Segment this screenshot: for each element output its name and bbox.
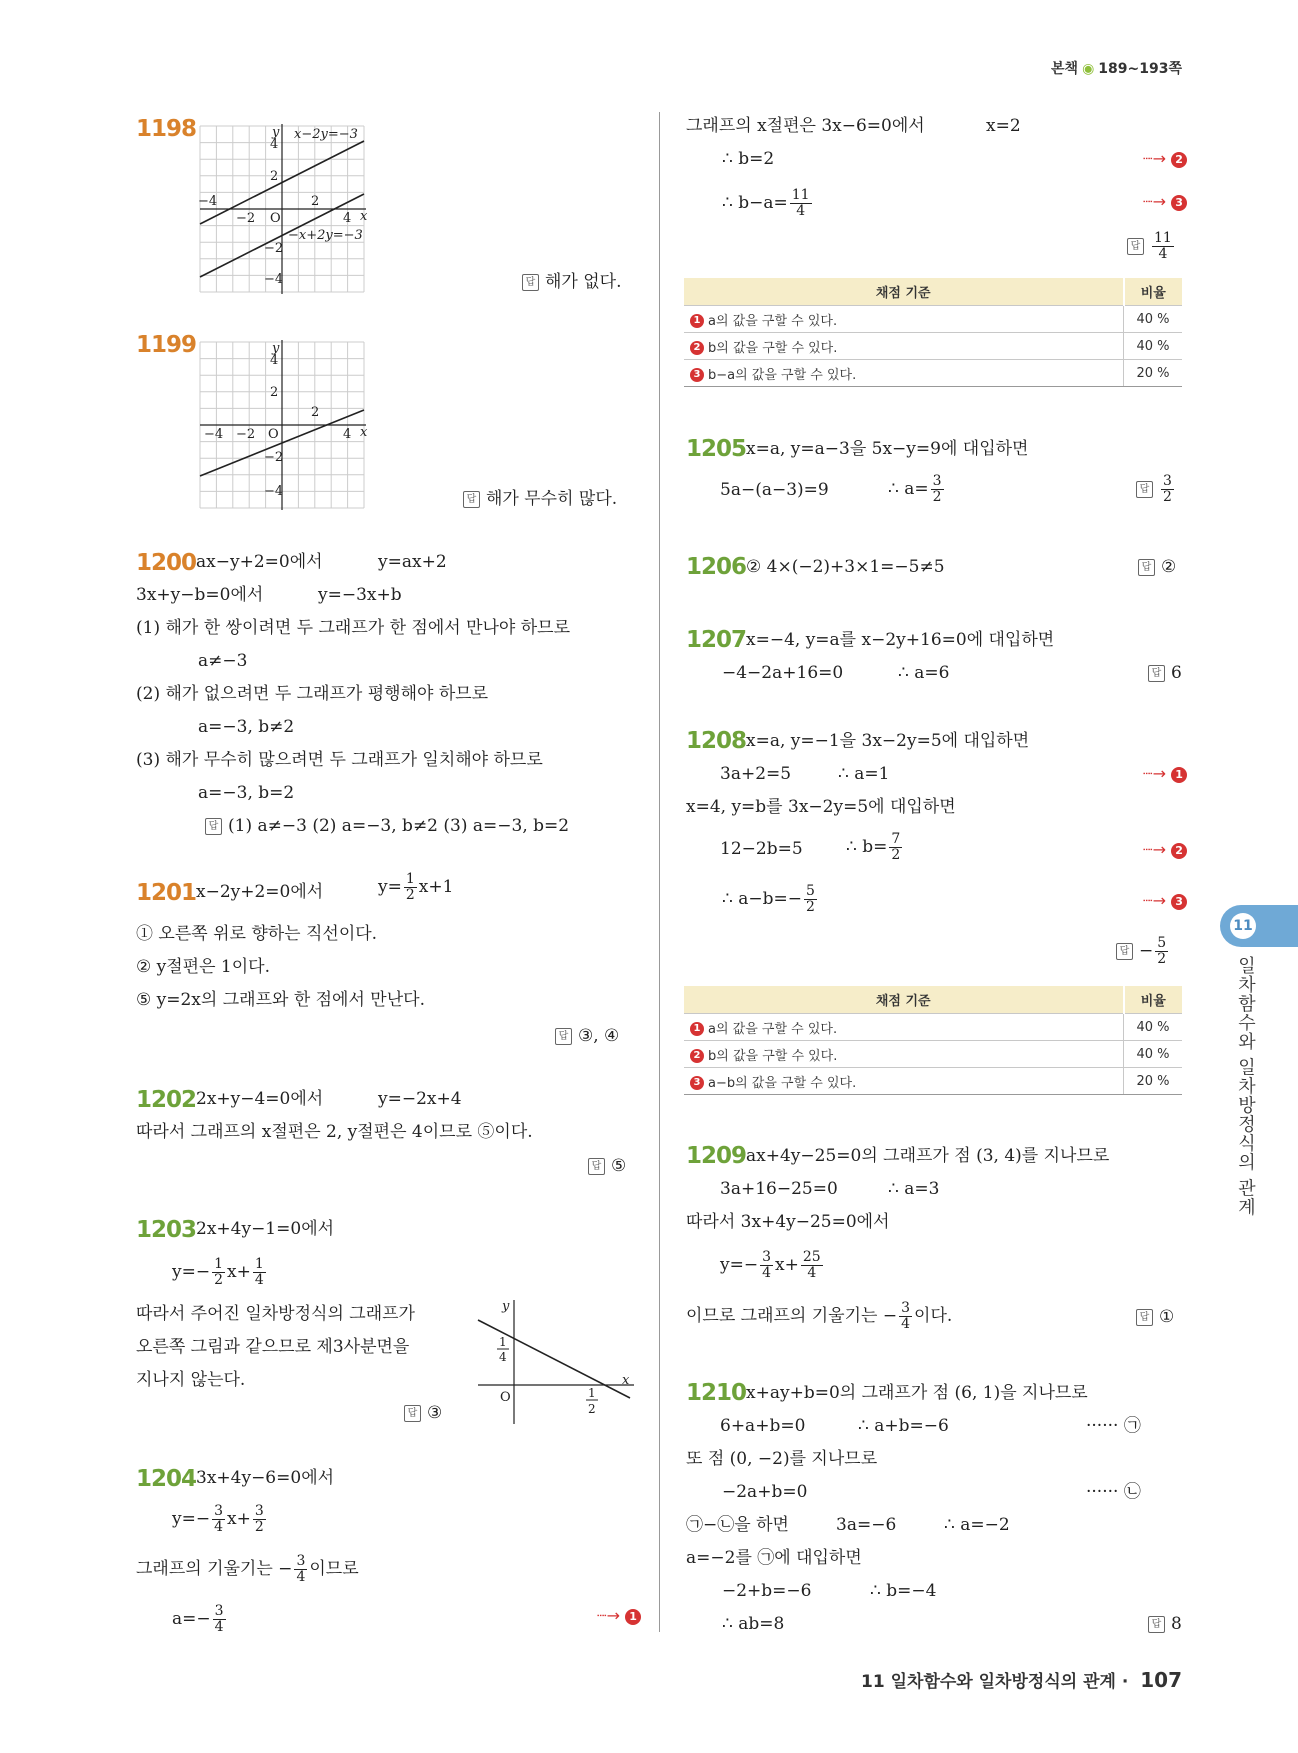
problem-number: 1207 (686, 627, 747, 653)
tick-label: 2 (311, 405, 320, 420)
answer-text: ③, ④ (578, 1026, 620, 1046)
solution-line: ∴ a= $\frac{3}{2}$ (888, 473, 942, 505)
answer-text: 해가 무수히 많다. (486, 489, 618, 509)
fraction: $\frac{1}{2}$ (214, 1256, 224, 1288)
answer-mark-icon: 답 (463, 491, 480, 508)
answer-mark-icon: 답 (588, 1158, 605, 1175)
step-marker: ┈→ 3 (1143, 192, 1187, 211)
graph-1198 (198, 124, 394, 294)
solution-line: (2) 해가 없으려면 두 그래프가 평행해야 하므로 (136, 684, 489, 704)
solution-line: ∴ a=6 (898, 663, 950, 683)
solution-line: 따라서 그래프의 x절편은 2, y절편은 4이므로 ⑤이다. (136, 1122, 533, 1142)
tick-label: 4 (270, 137, 279, 152)
solution-line: (1) 해가 한 쌍이려면 두 그래프가 한 점에서 만나야 하므로 (136, 618, 570, 638)
fraction: $\frac{1}{4}$ (254, 1256, 264, 1288)
solution-line: ax+4y−25=0의 그래프가 점 (3, 4)를 지나므로 (746, 1146, 1110, 1166)
solution-line: 또 점 (0, −2)를 지나므로 (686, 1449, 878, 1469)
tick-label: −2 (236, 427, 256, 442)
solution-line: y=− $\frac{3}{4}$ x+ $\frac{3}{2}$ (172, 1503, 264, 1535)
fraction: $\frac{3}{4}$ (214, 1503, 224, 1535)
tick-label: −2 (264, 450, 284, 465)
x-axis-label: x (622, 1373, 630, 1388)
table-row: 1 a의 값을 구할 수 있다. 40 % (684, 306, 1182, 333)
tick-label: 4 (270, 353, 279, 368)
answer (1138, 555, 1176, 579)
x-axis-label: x (360, 209, 368, 224)
table-row: 2 b의 값을 구할 수 있다. 40 % (684, 333, 1182, 360)
table-header: 비율 (1124, 986, 1183, 1014)
solution-line: a=−2를 ㉠에 대입하면 (686, 1548, 862, 1568)
tick-label: 1 (588, 1386, 596, 1400)
solution-line: 3x+4y−6=0에서 (196, 1468, 335, 1488)
solution-line: x=4, y=b를 3x−2y=5에 대입하면 (686, 797, 956, 817)
solution-line: ∴ b=2 (722, 149, 775, 169)
tick-label: 1 (499, 1335, 507, 1349)
book-label: 본책 (1051, 61, 1079, 77)
answer (522, 270, 622, 294)
page-number: 107 (1140, 1668, 1182, 1692)
solution-line: 3a+16−25=0 (720, 1179, 838, 1199)
step-marker: ┈→ 1 (1143, 764, 1187, 783)
table-header: 비율 (1124, 278, 1183, 306)
answer-text: ① (1159, 1307, 1175, 1327)
tick-label: 2 (311, 194, 320, 209)
fraction: $\frac{3}{2}$ (254, 1503, 264, 1535)
answer (555, 1024, 619, 1048)
step-marker: ┈→ 3 (1143, 891, 1187, 910)
solution-line: 그래프의 기울기는 − $\frac{3}{4}$ 이므로 (136, 1553, 359, 1585)
solution-line: ∴ b= $\frac{7}{2}$ (846, 831, 901, 863)
solution-line: 3a=−6 (836, 1515, 897, 1535)
solution-line: ㉠−㉡을 하면 (686, 1515, 789, 1535)
equation-tag: ······ ㉠ (1086, 1416, 1141, 1436)
answer (1148, 661, 1182, 685)
answer (404, 1401, 442, 1425)
chapter-title-vertical: 일차함수와 일차방정식의 관계 (1235, 956, 1256, 1217)
solution-line: x=a, y=−1을 3x−2y=5에 대입하면 (746, 731, 1030, 751)
table-row: 3 a−b의 값을 구할 수 있다. 20 % (684, 1068, 1182, 1095)
answer-text: ⑤ (611, 1156, 627, 1176)
tick-label: −4 (198, 194, 218, 209)
answer (1148, 1612, 1182, 1636)
tick-label: 4 (343, 427, 352, 442)
page-reference (1051, 58, 1182, 78)
solution-line: y=−2x+4 (378, 1089, 462, 1109)
fraction: $\frac{7}{2}$ (891, 831, 901, 863)
answer-mark-icon: 답 (1116, 943, 1133, 960)
answer (463, 487, 617, 511)
tick-label: 2 (270, 169, 279, 184)
solution-line: y=− $\frac{3}{4}$ x+ $\frac{25}{4}$ (720, 1249, 821, 1281)
solution-line: ∴ a=1 (838, 764, 890, 784)
answer-mark-icon: 답 (1136, 1309, 1153, 1326)
solution-line: ⑤ y=2x의 그래프와 한 점에서 만난다. (136, 990, 425, 1010)
answer-mark-icon: 답 (205, 818, 222, 835)
answer (205, 814, 569, 838)
table-row: 1 a의 값을 구할 수 있다. 40 % (684, 1014, 1182, 1041)
origin-label: O (268, 427, 279, 442)
step-marker: ┈→ 2 (1143, 149, 1187, 168)
solution-line: ① 오른쪽 위로 향하는 직선이다. (136, 924, 378, 944)
solution-line: 2x+4y−1=0에서 (196, 1219, 335, 1239)
answer (1136, 1305, 1174, 1329)
grading-table (684, 986, 1182, 1095)
equation-label: −x+2y=−3 (288, 228, 363, 243)
step-marker: ┈→ 1 (597, 1606, 641, 1625)
solution-line: ② y절편은 1이다. (136, 957, 270, 977)
dot-icon: ◉ (1082, 61, 1095, 77)
tick-label: 4 (343, 211, 352, 226)
solution-line: a=− $\frac{3}{4}$ (172, 1603, 224, 1635)
problem-number: 1208 (686, 728, 747, 754)
y-axis-label: y (272, 341, 280, 356)
solution-line: 5a−(a−3)=9 (720, 480, 829, 500)
tick-label: −2 (236, 211, 256, 226)
fraction: $\frac{11}{4}$ (791, 187, 810, 219)
solution-line: y=ax+2 (378, 552, 447, 572)
solution-line: (3) 해가 무수히 많으려면 두 그래프가 일치해야 하므로 (136, 750, 543, 770)
answer-mark-icon: 답 (522, 274, 539, 291)
fraction: $\frac{1}{2}$ (405, 871, 415, 903)
answer-mark-icon: 답 (404, 1405, 421, 1422)
problem-number: 1210 (686, 1380, 747, 1406)
solution-line: x=−4, y=a를 x−2y+16=0에 대입하면 (746, 630, 1055, 650)
table-header: 채점 기준 (684, 278, 1124, 306)
problem-number: 1206 (686, 554, 747, 580)
grading-table (684, 278, 1182, 387)
step-marker: ┈→ 2 (1143, 840, 1187, 859)
problem-number: 1198 (136, 116, 197, 142)
tick-label: −2 (264, 241, 284, 256)
answer-text: ② (1161, 557, 1177, 577)
answer-mark-icon: 답 (1127, 238, 1144, 255)
problem-number: 1205 (686, 436, 747, 462)
solution-line: −2+b=−6 (722, 1581, 812, 1601)
fraction: $\frac{3}{4}$ (296, 1553, 306, 1585)
problem-number: 1201 (136, 880, 197, 906)
answer: 답 $\frac{3}{2}$ (1136, 474, 1176, 505)
solution-line: 3a+2=5 (720, 764, 792, 784)
solution-line: y=−3x+b (318, 585, 402, 605)
fraction: $\frac{3}{2}$ (932, 473, 942, 505)
solution-line: 12−2b=5 (720, 839, 803, 859)
problem-number: 1209 (686, 1143, 747, 1169)
y-axis-label: y (272, 125, 280, 140)
solution-line: ∴ ab=8 (722, 1614, 785, 1634)
graph-1199 (198, 340, 394, 510)
problem-number: 1199 (136, 332, 197, 358)
solution-line: ∴ b−a= $\frac{11}{4}$ (722, 187, 810, 219)
equation-label: x−2y=−3 (294, 127, 358, 142)
page-range: 189~193쪽 (1098, 61, 1182, 77)
answer-mark-icon: 답 (1138, 559, 1155, 576)
solution-line: y= $\frac{1}{2}$ x+1 (378, 871, 454, 903)
problem-number: 1200 (136, 550, 197, 576)
answer-text: (1) a≠−3 (2) a=−3, b≠2 (3) a=−3, b=2 (228, 816, 570, 836)
graph-1203 (476, 1298, 636, 1428)
solution-line: a=−3, b=2 (198, 783, 295, 803)
table-row: 3 b−a의 값을 구할 수 있다. 20 % (684, 360, 1182, 387)
answer-mark-icon: 답 (555, 1028, 572, 1045)
answer-mark-icon: 답 (1148, 665, 1165, 682)
solution-line: ∴ a−b=− $\frac{5}{2}$ (722, 883, 815, 915)
y-axis-label: y (502, 1299, 510, 1314)
footer-chapter-number: 11 (861, 1672, 885, 1692)
chapter-number: 11 (1230, 913, 1256, 939)
answer: 답 $\frac{11}{4}$ (1127, 231, 1176, 262)
answer-text: ③ (427, 1403, 443, 1423)
solution-line: ② 4×(−2)+3×1=−5≠5 (746, 557, 945, 577)
solution-line: ∴ a=−2 (944, 1515, 1010, 1535)
tick-label: −4 (264, 484, 284, 499)
solution-line: 지나지 않는다. (136, 1370, 246, 1390)
solution-line: 오른쪽 그림과 같으므로 제3사분면을 (136, 1337, 410, 1357)
tick-label: −4 (204, 427, 224, 442)
footer-chapter-title: 일차함수와 일차방정식의 관계 (890, 1672, 1116, 1692)
solution-line: x=2 (986, 116, 1021, 136)
solution-line: 3x+y−b=0에서 (136, 585, 264, 605)
answer-mark-icon: 답 (1148, 1616, 1165, 1633)
answer-mark-icon: 답 (1136, 481, 1153, 498)
tick-label: 4 (499, 1350, 507, 1364)
tick-label: 2 (270, 385, 279, 400)
solution-line: ∴ b=−4 (870, 1581, 937, 1601)
solution-line: ∴ a+b=−6 (858, 1416, 949, 1436)
problem-number: 1203 (136, 1217, 197, 1243)
solution-line: x−2y+2=0에서 (196, 882, 324, 902)
solution-line: −4−2a+16=0 (722, 663, 844, 683)
problem-number: 1204 (136, 1466, 197, 1492)
column-divider (659, 112, 660, 1632)
answer-text: 6 (1171, 663, 1182, 683)
answer: 답 − $\frac{5}{2}$ (1116, 936, 1170, 967)
solution-line: x+ay+b=0의 그래프가 점 (6, 1)을 지나므로 (746, 1383, 1088, 1403)
origin-label: O (500, 1390, 511, 1405)
solution-line: −2a+b=0 (722, 1482, 808, 1502)
solution-line: 따라서 주어진 일차방정식의 그래프가 (136, 1304, 415, 1324)
solution-line: 이므로 그래프의 기울기는 − $\frac{3}{4}$ 이다. (686, 1300, 953, 1332)
solution-line: 그래프의 x절편은 3x−6=0에서 (686, 116, 925, 136)
page-footer: 11 일차함수와 일차방정식의 관계 · 107 (861, 1668, 1182, 1692)
answer-text: 해가 없다. (545, 272, 622, 292)
table-header: 채점 기준 (684, 986, 1124, 1014)
fraction: $\frac{3}{4}$ (901, 1300, 911, 1332)
table-row: 2 b의 값을 구할 수 있다. 40 % (684, 1041, 1182, 1068)
fraction: $\frac{25}{4}$ (802, 1249, 821, 1281)
answer-text: 8 (1171, 1614, 1182, 1634)
solution-line: 6+a+b=0 (720, 1416, 806, 1436)
equation-tag: ······ ㉡ (1086, 1482, 1141, 1502)
solution-line: 2x+y−4=0에서 (196, 1089, 324, 1109)
problem-number: 1202 (136, 1087, 197, 1113)
solution-line: ∴ a=3 (888, 1179, 940, 1199)
x-axis-label: x (360, 425, 368, 440)
origin-label: O (270, 211, 281, 226)
solution-line: ax−y+2=0에서 (196, 552, 323, 572)
tick-label: −4 (264, 272, 284, 287)
answer (588, 1154, 626, 1178)
solution-line: x=a, y=a−3을 5x−y=9에 대입하면 (746, 439, 1029, 459)
fraction: $\frac{3}{4}$ (214, 1603, 224, 1635)
solution-line: a=−3, b≠2 (198, 717, 295, 737)
tick-label: 2 (588, 1402, 596, 1416)
fraction: $\frac{3}{4}$ (762, 1249, 772, 1281)
chapter-tab (1220, 905, 1298, 947)
solution-line: a≠−3 (198, 651, 248, 671)
fraction: $\frac{5}{2}$ (805, 883, 815, 915)
solution-line: y=− $\frac{1}{2}$ x+ $\frac{1}{4}$ (172, 1256, 264, 1288)
solution-line: 따라서 3x+4y−25=0에서 (686, 1212, 890, 1232)
